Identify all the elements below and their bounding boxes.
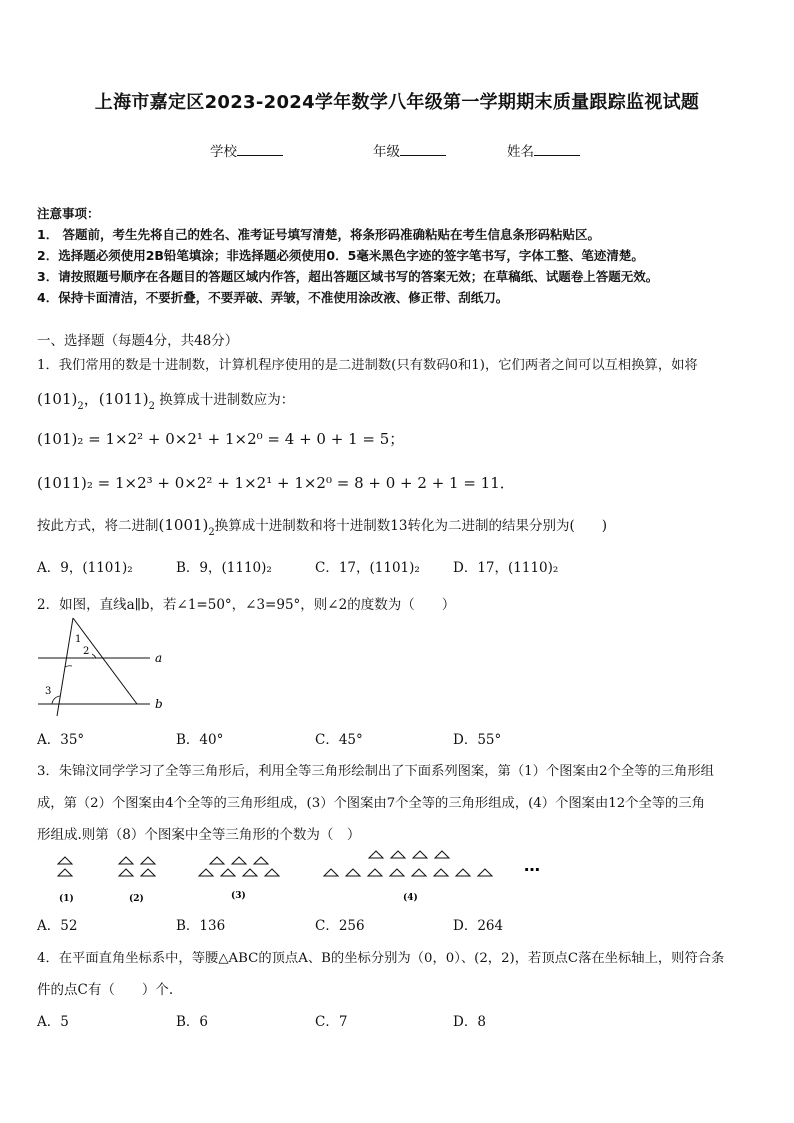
q1-option-b[interactable]: B．9，(1110)₂: [176, 560, 272, 576]
q1-option-c[interactable]: C．17，(1101)₂: [315, 560, 420, 576]
notice-item: 4．保持卡面清洁，不要折叠，不要弄破、弄皱，不准使用涂改液、修正带、刮纸刀。: [37, 290, 509, 305]
q1-equation-2: (1011)₂ = 1×2³ + 0×2² + 1×2¹ + 1×2⁰ = 8 + 0 + 2 + 1 = 11．: [37, 474, 515, 492]
q4-option-d[interactable]: D．8: [453, 1014, 486, 1030]
school-blank[interactable]: [237, 143, 283, 156]
q1-option-d[interactable]: D．17，(1110)₂: [453, 560, 559, 576]
q2-option-d[interactable]: D．55°: [453, 732, 502, 748]
grade-field[interactable]: [373, 140, 446, 160]
pattern-label: (2): [129, 894, 144, 904]
exam-title: 上海市嘉定区2023-2024学年数学八年级第一学期期末质量跟踪监视试题: [94, 92, 700, 113]
pattern-label: (4): [403, 893, 418, 903]
q2-figure: [30, 612, 180, 722]
q1-stem-line3: 按此方式，将二进制$(1001)_2$换算成十进制数和将十进制数13转化为二进制的结果分别为( ): [37, 516, 607, 538]
notice-item: 2．选择题必须使用2B铅笔填涂；非选择题必须使用0．5毫米黑色字迹的签字笔书写，字体工整、笔迹清楚。: [37, 248, 644, 263]
grade-label: 年级: [373, 144, 400, 160]
notice-item: 1． 答题前，考生先将自己的姓名、准考证号填写清楚，将条形码准确粘贴在考生信息条形码粘贴区。: [37, 227, 601, 242]
name-field[interactable]: [507, 140, 580, 160]
pattern-ellipsis: …: [524, 856, 540, 875]
pattern-label: (1): [59, 894, 74, 904]
name-blank[interactable]: [534, 143, 580, 156]
q4-stem-line1: 4．在平面直角坐标系中，等腰△ABC的顶点A、B的坐标分别为（0，0）、(2，2)，若顶点C落在坐标轴上，则符合条: [37, 951, 725, 966]
q2-stem: 2．如图，直线a∥b，若∠1=50°，∠3=95°，则∠2的度数为（ ）: [37, 597, 456, 613]
angle-arc: [92, 654, 96, 658]
angle1-label: 1: [75, 634, 82, 645]
line-a-label: a: [155, 651, 163, 665]
q1-stem-line1: 1．我们常用的数是十进制数，计算机程序使用的是二进制数(只有数码0和1)，它们两者之间可以互相换算，如将: [37, 358, 698, 373]
triangle-patterns: [58, 851, 492, 876]
q3-stem-line2: 成，第（2）个图案由4个全等的三角形组成，(3）个图案由7个全等的三角形组成，(4）个图案由12个全等的三角: [37, 796, 705, 811]
transversal-right: [73, 618, 137, 704]
notice-heading: 注意事项：: [37, 206, 100, 221]
q1-option-a[interactable]: A．9，(1101)₂: [37, 560, 133, 576]
pattern-label: (3): [231, 891, 246, 901]
notice-item: 3．请按照题号顺序在各题目的答题区域内作答，超出答题区域书写的答案无效；在草稿纸、试题卷上答题无效。: [37, 269, 659, 284]
q2-option-c[interactable]: C．45°: [315, 732, 363, 748]
q1-equation-1: (101)₂ = 1×2² + 0×2¹ + 1×2⁰ = 4 + 0 + 1 = 5；: [37, 430, 405, 448]
q4-stem-line2: 件的点C有（ ）个.: [37, 982, 174, 998]
q3-pattern-figure: [40, 845, 560, 905]
school-field[interactable]: [210, 140, 283, 160]
name-label: 姓名: [507, 144, 534, 160]
q3-option-c[interactable]: C．256: [315, 918, 365, 934]
angle-arc: [65, 666, 72, 667]
q4-option-c[interactable]: C．7: [315, 1014, 348, 1030]
q3-option-b[interactable]: B．136: [176, 918, 226, 934]
angle3-label: 3: [45, 686, 52, 697]
q3-option-d[interactable]: D．264: [453, 918, 504, 934]
grade-blank[interactable]: [400, 143, 446, 156]
q3-stem-line1: 3．朱锦汶同学学习了全等三角形后，利用全等三角形绘制出了下面系列图案，第（1）个图案由2个全等的三角形组: [37, 764, 714, 779]
q3-option-a[interactable]: A．52: [37, 918, 78, 934]
q2-option-b[interactable]: B．40°: [176, 732, 224, 748]
q4-option-a[interactable]: A．5: [37, 1014, 69, 1030]
angle2-label: 2: [83, 646, 90, 657]
q2-option-a[interactable]: A．35°: [37, 732, 85, 748]
q1-stem-line2: $(101)_2$，$(1011)_2$ 换算成十进制数应为：: [37, 390, 295, 412]
school-label: 学校: [210, 144, 237, 160]
q4-option-b[interactable]: B．6: [176, 1014, 209, 1030]
q3-stem-line3: 形组成.则第（8）个图案中全等三角形的个数为（ ）: [37, 827, 361, 843]
line-b-label: b: [155, 697, 163, 711]
section-heading: 一、选择题（每题4分，共48分）: [37, 333, 239, 349]
